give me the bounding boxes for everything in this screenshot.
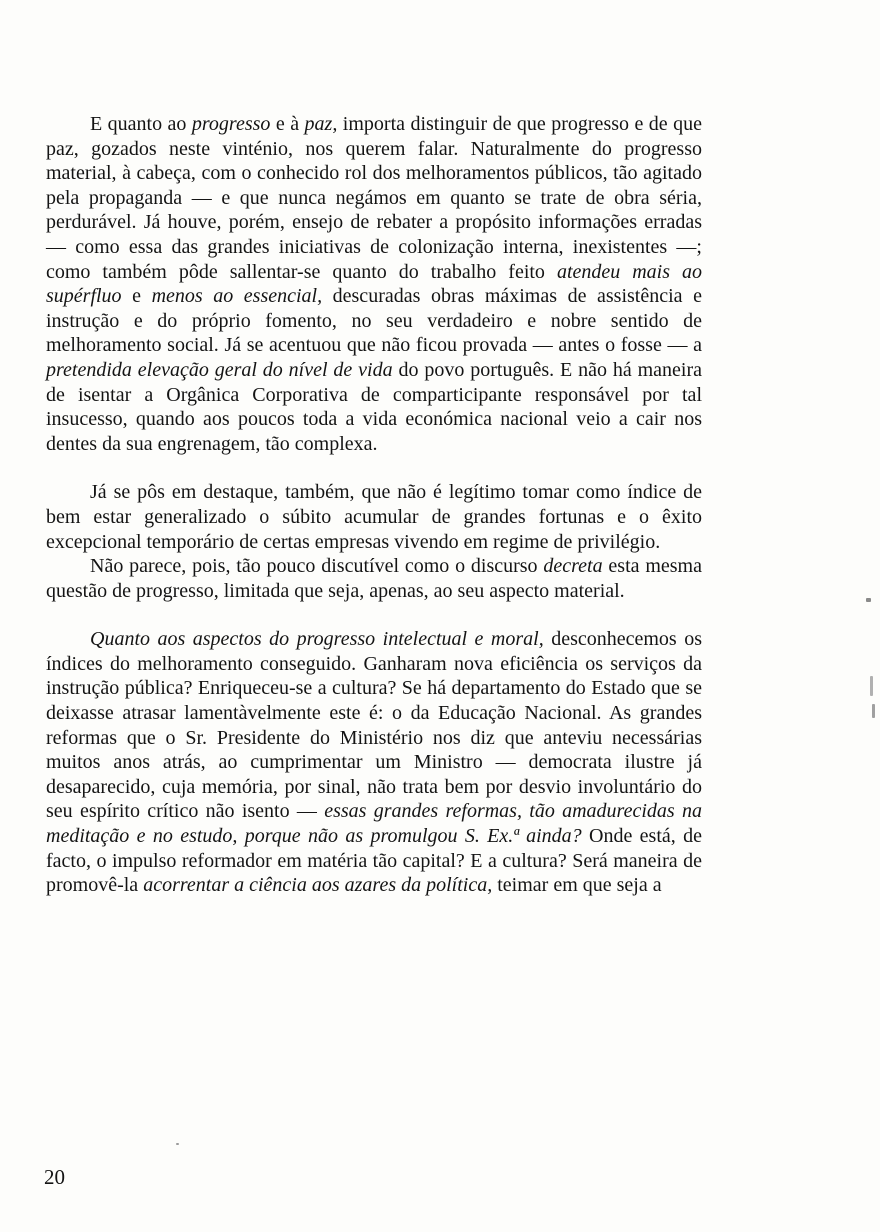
text-segment-italic: paz,: [304, 113, 338, 135]
paragraph-progress-and-peace: [46, 112, 702, 456]
text-segment: e à: [270, 113, 305, 135]
text-segment: do povo português. E não há maneira de isentar a Orgânica Corporativa de comparticipante responsável por tal insucesso, quando aos poucos toda a vida económica nacional veio a cair nos dentes da sua engrenagem, tão complexa.: [46, 358, 702, 455]
paragraph-discourse-decree: [46, 554, 702, 603]
text-segment-italic: atendeu mais ao supérfluo: [46, 260, 703, 308]
text-segment: e: [121, 285, 152, 308]
text-segment-italic: Quanto aos aspectos do progresso intelectual e moral,: [90, 628, 544, 651]
scan-speck: [866, 598, 871, 602]
text-segment: Não parece, pois, tão pouco discutível como o discurso: [90, 555, 544, 578]
page-number: 20: [44, 1165, 65, 1189]
text-segment: E quanto ao: [90, 113, 192, 135]
scan-speck: [872, 704, 875, 718]
text-segment-italic: acorrentar a ciência aos azares da política,: [143, 874, 493, 897]
paragraph-wealth-index: [46, 480, 702, 554]
paragraph-intellectual-moral-progress: [46, 627, 702, 898]
text-segment-italic: menos ao essencial,: [151, 285, 323, 308]
text-segment: descuradas obras máximas de assistência e instrução e do próprio fomento, no seu verdadeiro e nobre sentido de melhoramento social. Já se acentuou que não ficou provada — antes o fosse — a: [46, 285, 702, 357]
text-segment: teimar em que seja a: [492, 874, 662, 897]
body-text: [46, 112, 702, 898]
scan-speck: [176, 1143, 179, 1145]
text-segment-italic: decreta: [543, 555, 603, 578]
scan-speck: [870, 676, 873, 696]
text-segment: importa distinguir de que progresso e de que paz, gozados neste vinténio, nos querem falar. Naturalmente do progresso material, à cabeça, com o conhecido rol dos melhoramentos públicos, tão agitado pela propaganda — e que nunca negámos em quanto se trate de obra séria, perdurável. Já houve, porém, ensejo de rebater a propósito informações erradas — como essa das grandes iniciativas de colonização interna, inexistentes —; como também pôde sallentar-se quanto do trabalho feito: [46, 113, 702, 283]
text-segment: Onde está, de facto, o impulso reformador em matéria tão capital? E a cultura? Será maneira de promovê-la: [46, 825, 702, 897]
text-segment: Já se pôs em destaque, também, que não é legítimo tomar como índice de bem estar generalizado o súbito acumular de grandes fortunas e o êxito excepcional temporário de certas empresas vivendo em regime de privilégio.: [46, 481, 702, 553]
text-segment-italic: pretendida elevação geral do nível de vida: [46, 358, 393, 381]
text-segment: esta mesma questão de progresso, limitada que seja, apenas, ao seu aspecto material.: [46, 555, 702, 602]
text-segment-italic: progresso: [191, 113, 271, 135]
text-segment-italic: essas grandes reformas, tão amadurecidas na meditação e no estudo, porque não as promulgou S. Ex.ª ainda?: [46, 800, 702, 848]
text-segment: desconhecemos os índices do melhoramento conseguido. Ganharam nova eficiência os serviços da instrução pública? Enriqueceu-se a cultura? Se há departamento do Estado que se deixasse atrasar lamentàvelmente este é: o da Educação Nacional. As grandes reformas que o Sr. Presidente do Ministério nos diz que anteviu necessárias muitos anos atrás, ao cumprimentar um Ministro — democrata ilustre já desaparecido, cuja memória, por sinal, não trata bem por desvio involuntário do seu espírito crítico não isento —: [46, 628, 702, 823]
